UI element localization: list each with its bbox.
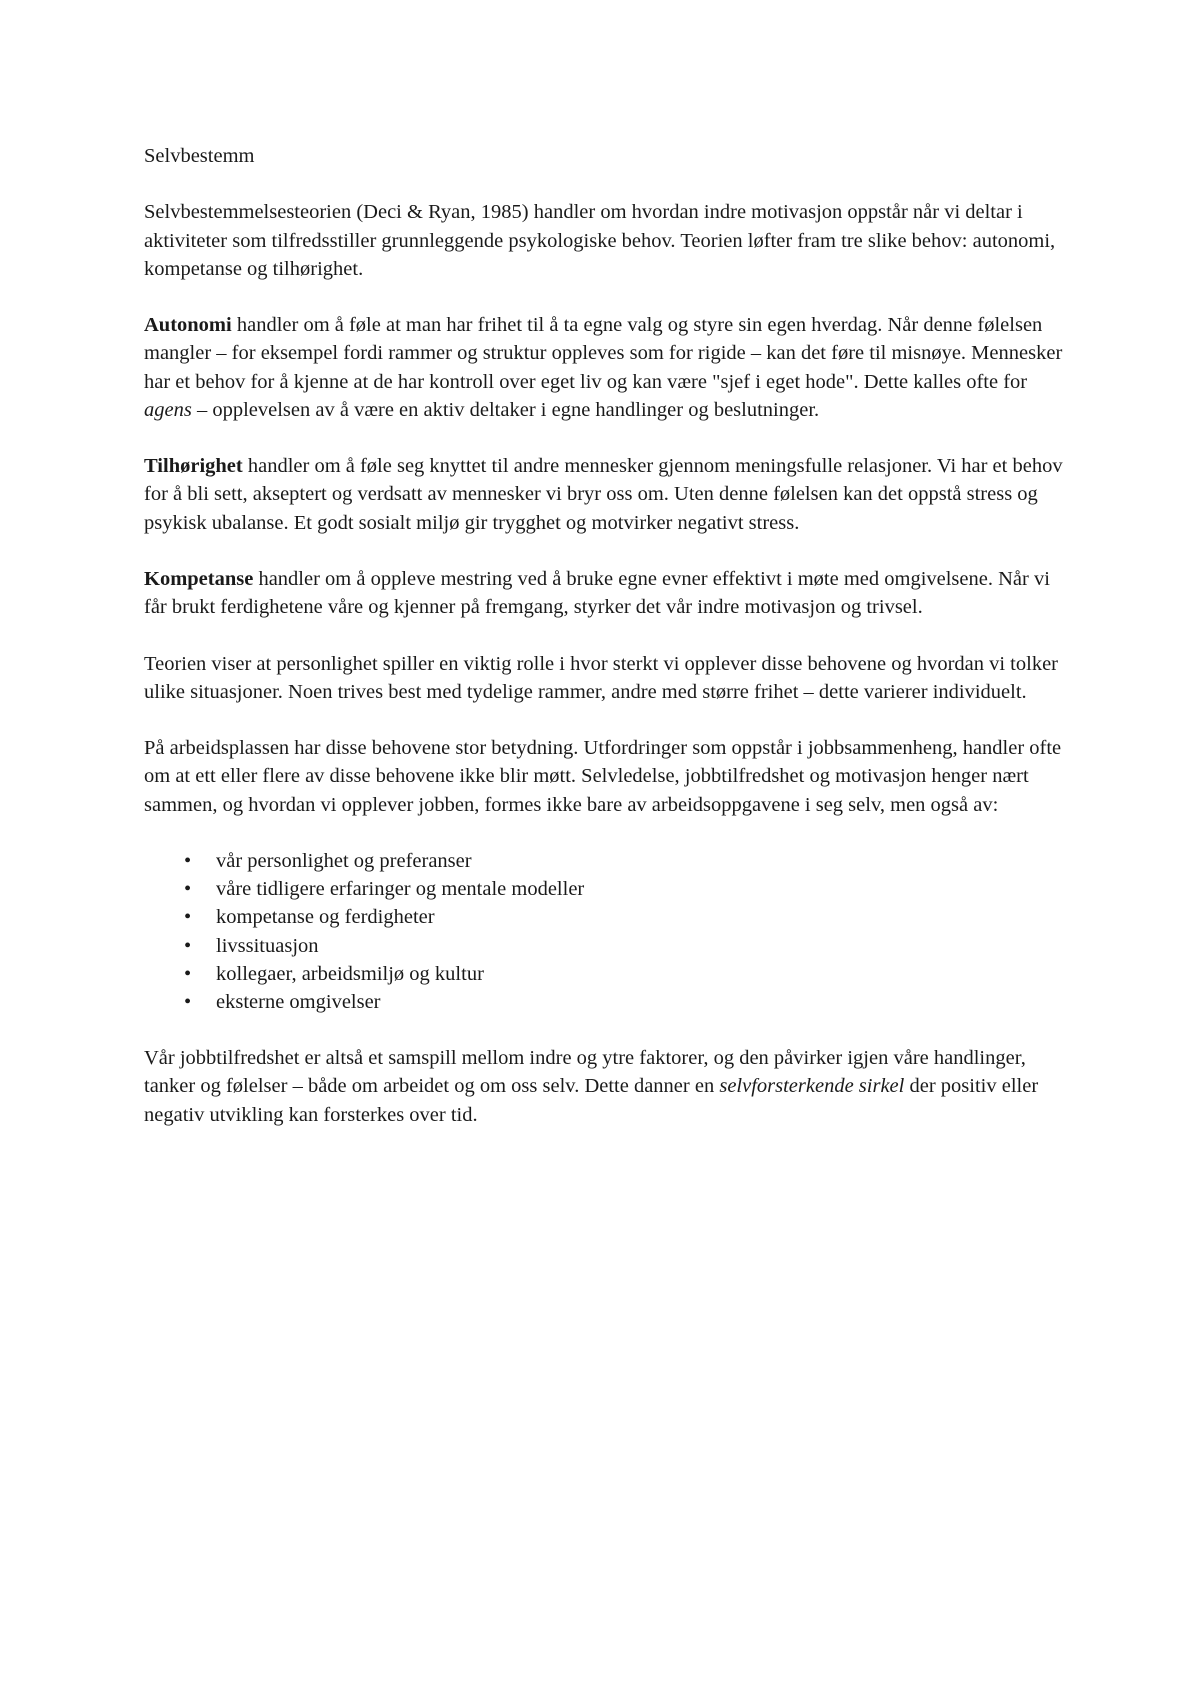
list-item [144,988,1074,1016]
intro-paragraph: Selvbestemmelsesteorien (Deci & Ryan, 1985) handler om hvordan indre motivasjon oppstår når vi deltar i aktiviteter som tilfredsstiller grunnleggende psykologiske behov. Teorien løfter fram tre slike behov: autonomi, kompetanse og tilhørighet. [144,201,1056,280]
bullet-icon: • [184,934,192,957]
tilhorighet-text: handler om å føle seg knyttet til andre mennesker gjennom meningsfulle relasjoner. Vi har et behov for å bli sett, akseptert og verdsatt av mennesker vi bryr oss om. Uten denne følelsen kan det oppstå stress og psykisk ubalanse. Et godt sosialt miljø gir trygghet og motvirker negativt stress. [144,455,1063,534]
tilhorighet-paragraph [144,452,1074,537]
autonomi-paragraph [144,311,1074,424]
list-item [144,847,1074,875]
list-item [144,875,1074,903]
conclusion-text-after: der positiv eller negativ utvikling kan forsterkes over tid. [144,1075,1039,1126]
selvforsterkende-sirkel-term: selvforsterkende sirkel [719,1075,905,1098]
conclusion-text-before: Vår jobbtilfredshet er altså et samspill mellom indre og ytre faktorer, og den påvirker igjen våre handlinger, tanker og følelser – både om arbeidet og om oss selv. Dette danner en [144,1047,1026,1098]
personality-paragraph: Teorien viser at personlighet spiller en viktig rolle i hvor sterkt vi opplever disse behovene og hvordan vi tolker ulike situasjoner. Noen trives best med tydelige rammer, andre med større frihet – dette varierer individuelt. [144,652,1059,703]
kompetanse-paragraph [144,565,1074,621]
conclusion-paragraph [144,1044,1074,1129]
list-item-text: kompetanse og ferdigheter [216,906,435,929]
bullet-icon: • [184,906,192,929]
agens-term: agens [144,398,192,421]
kompetanse-text: handler om å oppleve mestring ved å bruke egne evner effektivt i møte med omgivelsene. Når vi får brukt ferdighetene våre og kjenner på fremgang, styrker det vår indre motivasjon og trivsel. [144,567,1050,619]
tilhorighet-term: Tilhørighet [144,455,243,478]
list-item-text: eksterne omgivelser [216,990,381,1013]
bullet-icon: • [184,990,192,1013]
list-item [144,960,1074,988]
factors-list [144,847,1074,1016]
autonomi-term: Autonomi [144,314,232,337]
bullet-icon: • [184,849,192,872]
list-item [144,903,1074,931]
autonomi-text-before: handler om å føle at man har frihet til å ta egne valg og styre sin egen hverdag. Når denne følelsen mangler – for eksempel fordi rammer og struktur oppleves som for rigide – kan det føre til misnøye. Mennesker har et behov for å kjenne at de har kontroll over eget liv og kan være "sjef i eget hode". Dette kalles ofte for [144,314,1063,393]
list-item-text: vår personlighet og preferanser [216,849,472,872]
list-item-text: kollegaer, arbeidsmiljø og kultur [216,962,484,985]
list-item [144,932,1074,960]
kompetanse-term: Kompetanse [144,567,254,590]
workplace-paragraph: På arbeidsplassen har disse behovene stor betydning. Utfordringer som oppstår i jobbsammenheng, handler ofte om at ett eller flere av disse behovene ikke blir møtt. Selvledelse, jobbtilfredshet og motivasjon henger nært sammen, og hvordan vi opplever jobben, formes ikke bare av arbeidsoppgavene i seg selv, men også av: [144,737,1062,816]
list-item-text: livssituasjon [216,934,319,957]
list-item-text: våre tidligere erfaringer og mentale modeller [216,878,585,901]
document-page [144,142,1074,1157]
autonomi-text-after: – opplevelsen av å være en aktiv deltaker i egne handlinger og beslutninger. [191,398,820,421]
bullet-icon: • [184,962,192,985]
document-title: Selvbestemm [144,145,255,167]
bullet-icon: • [184,878,192,901]
